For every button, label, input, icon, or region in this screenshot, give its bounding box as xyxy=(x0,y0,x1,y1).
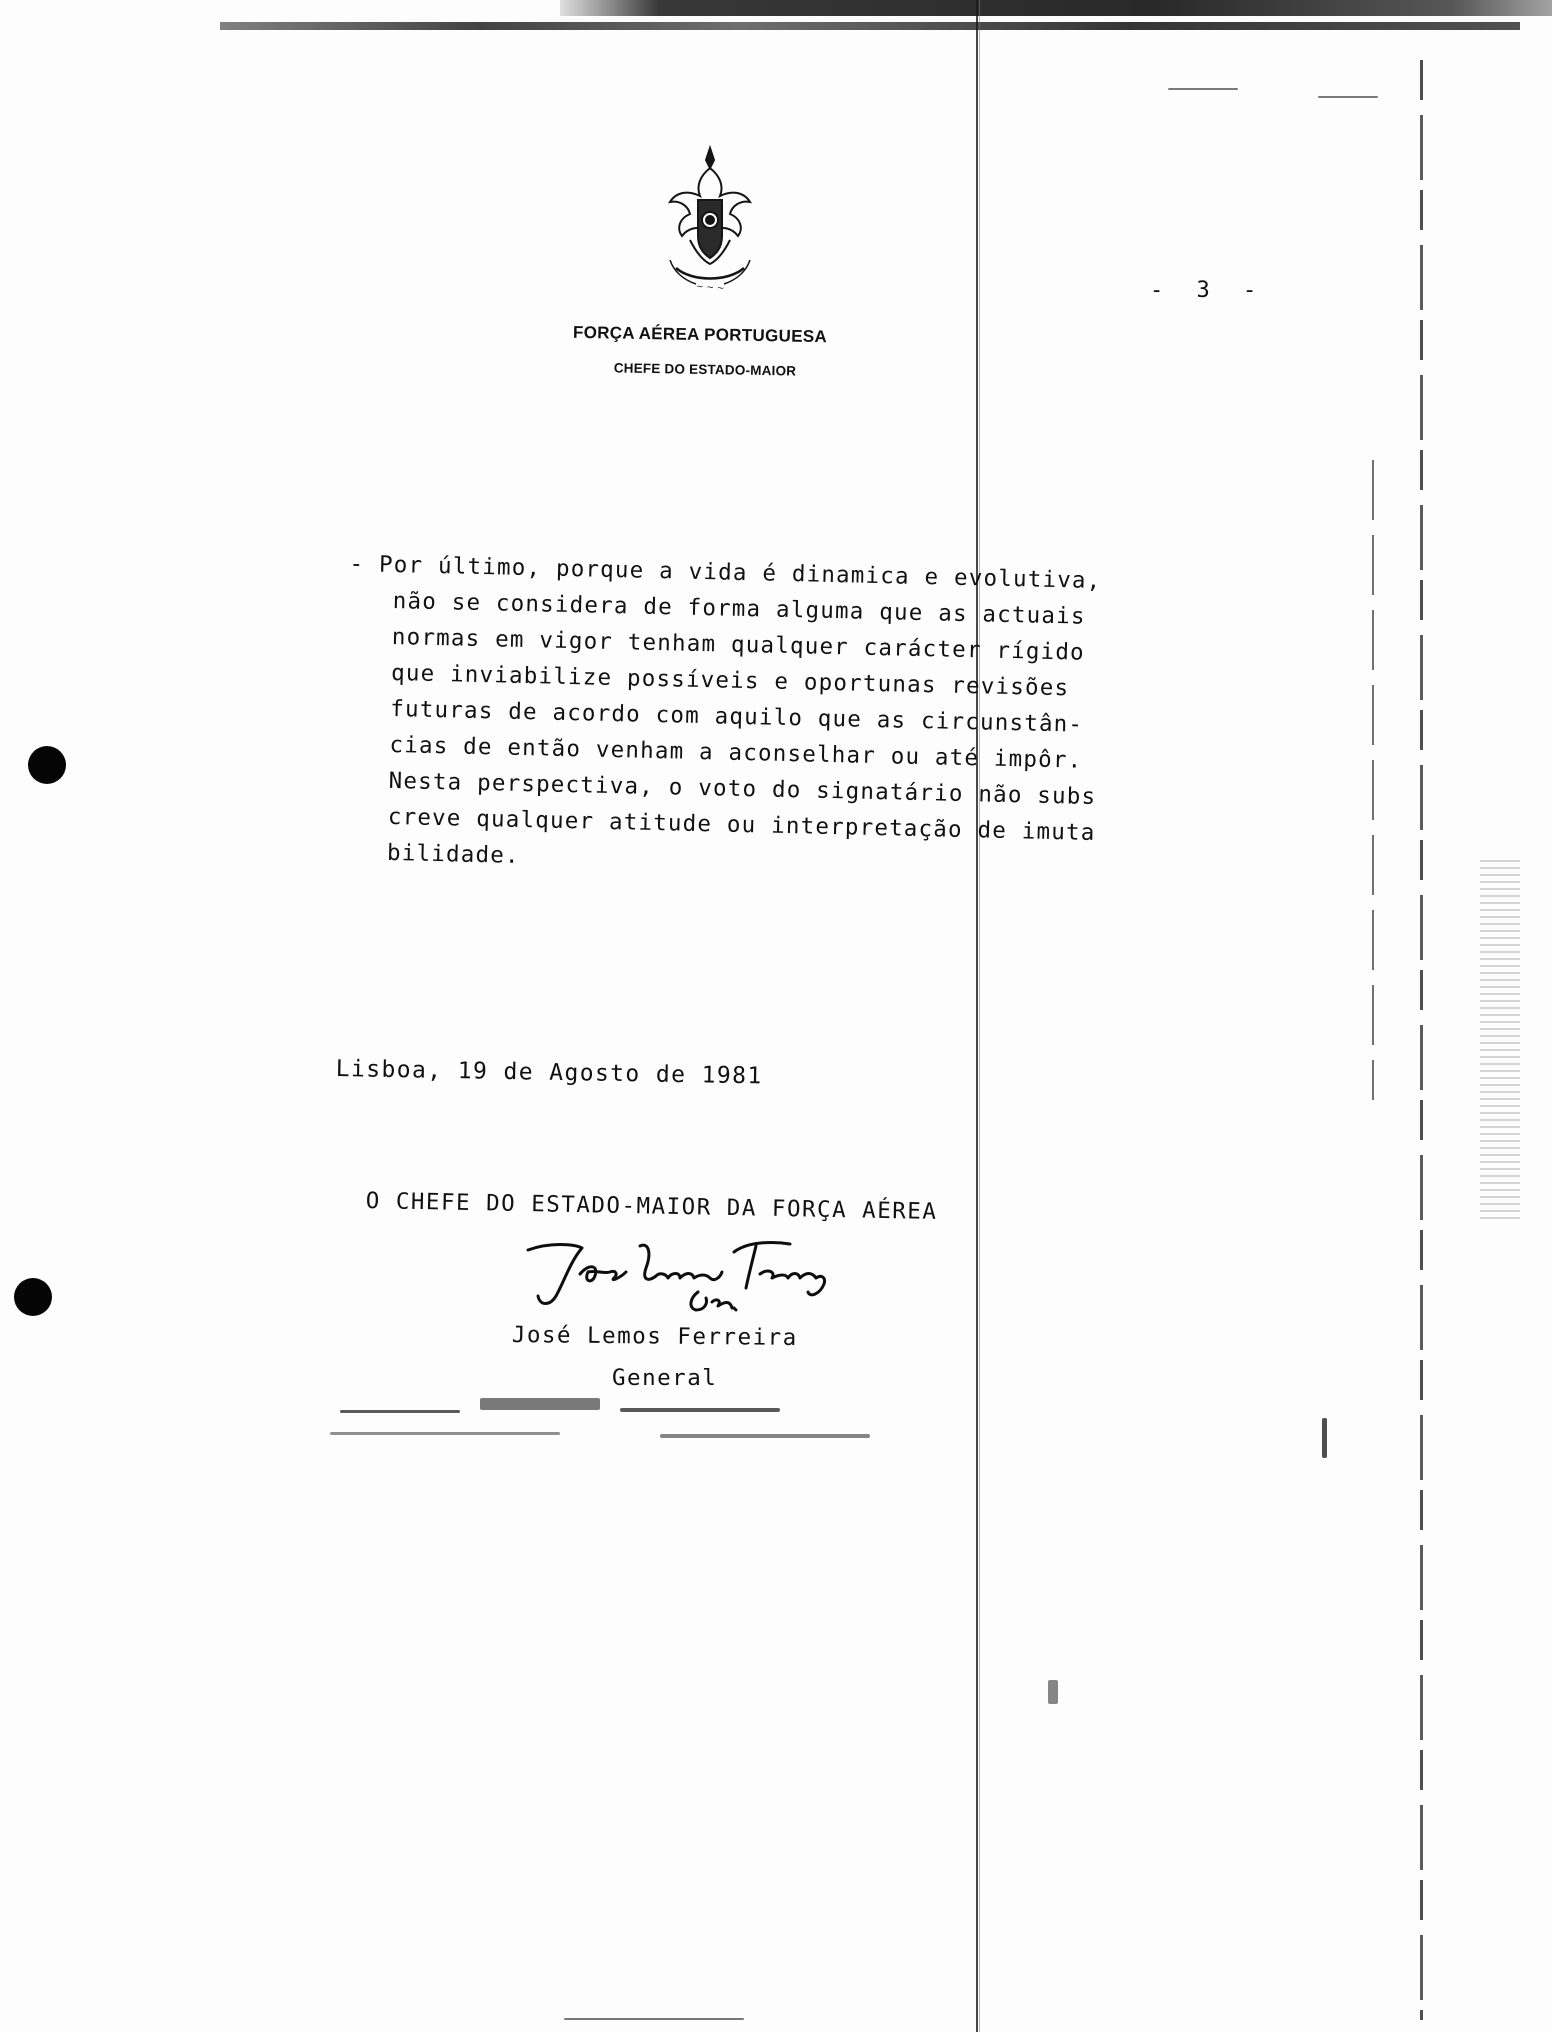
scan-smudge xyxy=(1168,88,1238,90)
scan-smudge xyxy=(1322,1418,1327,1458)
scan-noise xyxy=(1480,860,1520,1220)
organization-name: FORÇA AÉREA PORTUGUESA xyxy=(572,322,828,347)
body-line: Nesta perspectiva, o voto do signatário não subs xyxy=(388,767,1097,810)
handwritten-signature xyxy=(520,1222,880,1332)
page-number: - 3 - xyxy=(1150,278,1267,303)
scan-smudge xyxy=(1318,96,1378,98)
scan-smudge xyxy=(480,1398,600,1410)
fold-line-shadow xyxy=(979,0,980,2032)
scan-top-edge-shadow xyxy=(560,0,1552,16)
office-name: CHEFE DO ESTADO-MAIOR xyxy=(613,360,797,379)
punch-hole xyxy=(14,1278,52,1316)
date-line: Lisboa, 19 de Agosto de 1981 xyxy=(335,1056,763,1090)
scan-smudge xyxy=(1048,1680,1058,1704)
scan-smudge xyxy=(620,1408,780,1412)
body-line: cias de então venham a aconselhar ou até impôr. xyxy=(389,731,1083,774)
scan-inner-edge xyxy=(1372,460,1374,1100)
body-line: futuras de acordo com aquilo que as circunstân- xyxy=(390,695,1084,738)
fold-line xyxy=(976,0,978,2032)
svg-text:~ ~ ~: ~ ~ ~ xyxy=(695,282,725,294)
body-paragraph xyxy=(343,546,1250,890)
body-line: normas em vigor tenham qualquer carácter rígido xyxy=(391,623,1086,666)
air-force-crest-icon xyxy=(640,140,780,300)
body-line: não se considera de forma alguma que as actuais xyxy=(392,587,1086,630)
signer-name: José Lemos Ferreira xyxy=(511,1322,798,1351)
punch-hole xyxy=(28,746,66,784)
body-line: bilidade. xyxy=(386,839,521,869)
signatory-title: O CHEFE DO ESTADO-MAIOR DA FORÇA AÉREA xyxy=(365,1188,938,1225)
signer-rank: General xyxy=(612,1365,718,1391)
scan-smudge xyxy=(340,1410,460,1413)
body-line: - Por último, porque a vida é dinamica e evolutiva, xyxy=(349,550,1102,595)
scan-top-rule xyxy=(220,22,1520,30)
body-line: creve qualquer atitude ou interpretação de imuta xyxy=(387,803,1096,846)
scan-smudge xyxy=(330,1432,560,1435)
scan-smudge xyxy=(660,1434,870,1438)
scan-right-edge xyxy=(1420,60,1423,2020)
scan-smudge xyxy=(564,2018,744,2020)
body-line: que inviabilize possíveis e oportunas revisões xyxy=(390,659,1070,702)
